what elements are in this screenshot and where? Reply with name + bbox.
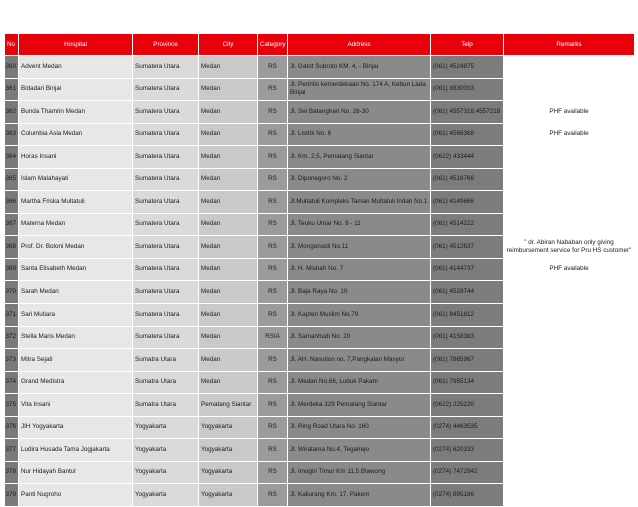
cell-remarks: " dr. Abiran Nababan only giving reimbursement service for Pru HS customer" [504,236,635,259]
cell-category: RS [258,371,288,394]
cell-no: 373 [5,349,19,372]
cell-hospital: JIH Yogyakarta [19,416,133,439]
cell-address: Jl. Imogiri Timur Km 11,5 Blawong [288,461,431,484]
cell-city: Medan [199,236,258,259]
cell-hospital: Islam Malahayati [19,168,133,191]
cell-no: 379 [5,484,19,507]
table-row [5,461,635,484]
cell-hospital: Ludira Husada Tama Jogjakarta [19,439,133,462]
cell-no: 367 [5,213,19,236]
cell-telp: (061) 4518766 [431,168,504,191]
cell-remarks: PHF available [504,258,635,281]
cell-address: Jl. Kapten Muslim No.79 [288,304,431,327]
cell-remarks [504,146,635,169]
cell-no: 370 [5,281,19,304]
table-row [5,168,635,191]
header-address: Address [288,34,431,56]
cell-address: Jl. Mongonsidi No.11 [288,236,431,259]
cell-telp: (061) 4144737 [431,258,504,281]
cell-province: Sumatera Utara [133,304,199,327]
cell-address: Jl. Diponegoro No. 2 [288,168,431,191]
cell-city: Medan [199,56,258,79]
table-row [5,258,635,281]
cell-city: Medan [199,371,258,394]
cell-hospital: Nur Hidayah Bantul [19,461,133,484]
cell-category: RS [258,281,288,304]
cell-remarks [504,168,635,191]
cell-no: 369 [5,258,19,281]
cell-hospital: Vita Insani [19,394,133,417]
cell-category: RS [258,394,288,417]
cell-city: Medan [199,78,258,101]
cell-city: Medan [199,123,258,146]
cell-category: RS [258,191,288,214]
cell-remarks [504,326,635,349]
cell-address: Jl. Perintis kemerdekaan No. 174 A, Kebun Lada Binjai [288,78,431,101]
table-row [5,123,635,146]
cell-category: RS [258,146,288,169]
cell-hospital: Materna Medan [19,213,133,236]
cell-address: Jl. H. Misbah No. 7 [288,258,431,281]
cell-address: Jl. Km. 2,5, Pematang Siantar [288,146,431,169]
hospital-table [4,33,635,507]
cell-remarks [504,371,635,394]
cell-no: 362 [5,101,19,124]
cell-telp: (0274) 4463535 [431,416,504,439]
cell-telp: (0274) 620333 [431,439,504,462]
cell-address: Jl. Wiratama No.4, Tegalrejo [288,439,431,462]
cell-no: 378 [5,461,19,484]
cell-address: Jl. Kaliurang Km. 17, Pakem [288,484,431,507]
cell-province: Yogyakarta [133,439,199,462]
cell-category: RS [258,101,288,124]
cell-province: Yogyakarta [133,416,199,439]
cell-province: Sumatra Utara [133,349,199,372]
cell-province: Sumatera Utara [133,326,199,349]
table-row [5,304,635,327]
cell-city: Medan [199,168,258,191]
header-hospital: Hospital [19,34,133,56]
cell-category: RSIA [258,326,288,349]
cell-hospital: Bunda Thamrin Medan [19,101,133,124]
cell-city: Medan [199,304,258,327]
cell-telp: (061) 8451812 [431,304,504,327]
cell-hospital: Bidadari Binjai [19,78,133,101]
table-row [5,281,635,304]
cell-no: 361 [5,78,19,101]
cell-no: 363 [5,123,19,146]
table-row [5,146,635,169]
cell-city: Medan [199,281,258,304]
cell-province: Sumatra Utara [133,371,199,394]
cell-telp: (0274) 895186 [431,484,504,507]
cell-province: Sumatera Utara [133,78,199,101]
cell-address: Jl. Medan No.66, Lubuk Pakam [288,371,431,394]
header-telp: Telp [431,34,504,56]
cell-remarks [504,56,635,79]
table-body [5,56,635,507]
cell-province: Sumatera Utara [133,168,199,191]
cell-category: RS [258,56,288,79]
cell-province: Sumatera Utara [133,146,199,169]
cell-telp: (061) 4524875 [431,56,504,79]
table-row [5,191,635,214]
table-row [5,416,635,439]
table-row [5,349,635,372]
table-row [5,236,635,259]
cell-address: Jl. Gatot Subroto KM. 4, - Binjai [288,56,431,79]
cell-remarks [504,213,635,236]
cell-province: Sumatera Utara [133,101,199,124]
cell-city: Medan [199,146,258,169]
cell-no: 376 [5,416,19,439]
cell-category: RS [258,123,288,146]
cell-remarks [504,439,635,462]
table-row [5,56,635,79]
cell-telp: (061) 8830003 [431,78,504,101]
cell-city: Yogyakarta [199,416,258,439]
cell-remarks: PHF available [504,123,635,146]
header-city: City [199,34,258,56]
cell-telp: (0622) 433444 [431,146,504,169]
cell-address: Jl.Multatuli Kompleks Taman Multatuli Indah No.1 [288,191,431,214]
table-row [5,326,635,349]
cell-category: RS [258,349,288,372]
cell-hospital: Stella Maris Medan [19,326,133,349]
cell-no: 365 [5,168,19,191]
header-category: Category [258,34,288,56]
cell-no: 360 [5,56,19,79]
cell-province: Sumatera Utara [133,258,199,281]
cell-province: Sumatera Utara [133,236,199,259]
cell-remarks [504,191,635,214]
cell-category: RS [258,236,288,259]
cell-hospital: Martha Friska Multatuli [19,191,133,214]
cell-city: Pematang Siantar [199,394,258,417]
table-row [5,484,635,507]
cell-no: 377 [5,439,19,462]
cell-no: 371 [5,304,19,327]
cell-hospital: Prof. Dr. Boloni Medan [19,236,133,259]
cell-city: Medan [199,191,258,214]
cell-address: Jl. Listrik No. 6 [288,123,431,146]
cell-category: RS [258,78,288,101]
table-row [5,439,635,462]
cell-hospital: Grand Medistra [19,371,133,394]
cell-hospital: Santa Elisabeth Medan [19,258,133,281]
cell-category: RS [258,304,288,327]
cell-category: RS [258,168,288,191]
cell-remarks [504,349,635,372]
header-province: Province [133,34,199,56]
cell-city: Medan [199,101,258,124]
cell-city: Medan [199,349,258,372]
cell-hospital: Horas Insani [19,146,133,169]
cell-telp: (0622) 225220 [431,394,504,417]
cell-no: 374 [5,371,19,394]
cell-province: Sumatera Utara [133,123,199,146]
cell-province: Sumatera Utara [133,191,199,214]
cell-province: Yogyakarta [133,484,199,507]
header-remarks: Remarks [504,34,635,56]
cell-address: Jl. AH. Nasution no. 7,Pangkalan Masyur [288,349,431,372]
cell-telp: (061) 4158383 [431,326,504,349]
cell-province: Sumatera Utara [133,56,199,79]
cell-remarks [504,304,635,327]
table-row [5,371,635,394]
cell-hospital: Columbia Asia Medan [19,123,133,146]
cell-address: Jl. Baja Raya No. 10 [288,281,431,304]
cell-telp: (061) 4514222 [431,213,504,236]
cell-province: Sumatra Utara [133,394,199,417]
cell-city: Medan [199,258,258,281]
cell-remarks [504,484,635,507]
table-row [5,394,635,417]
cell-telp: (061) 7865967 [431,349,504,372]
cell-hospital: Mitra Sejati [19,349,133,372]
cell-telp: (061) 4512637 [431,236,504,259]
cell-category: RS [258,439,288,462]
cell-telp: (061) 4528744 [431,281,504,304]
table-row [5,78,635,101]
cell-city: Yogyakarta [199,484,258,507]
cell-category: RS [258,461,288,484]
cell-hospital: Panti Nugroho [19,484,133,507]
table-header-row [5,34,635,56]
cell-remarks [504,394,635,417]
cell-remarks [504,281,635,304]
cell-hospital: Sarah Medan [19,281,133,304]
cell-hospital: Advent Medan [19,56,133,79]
cell-address: Jl. Sei Batanghari No. 28-30 [288,101,431,124]
cell-city: Medan [199,326,258,349]
header-no: No [5,34,19,56]
cell-remarks [504,78,635,101]
cell-no: 366 [5,191,19,214]
cell-remarks [504,416,635,439]
cell-telp: (061) 4149666 [431,191,504,214]
cell-address: Jl. Ring Road Utara No. 160 [288,416,431,439]
cell-address: Jl. Samanhudi No. 20 [288,326,431,349]
cell-city: Yogyakarta [199,461,258,484]
cell-category: RS [258,416,288,439]
cell-province: Sumatera Utara [133,281,199,304]
cell-telp: (061) 4566368 [431,123,504,146]
cell-category: RS [258,213,288,236]
cell-address: Jl. Teuku Umar No. 9 - 11 [288,213,431,236]
cell-no: 372 [5,326,19,349]
cell-remarks: PHF available [504,101,635,124]
table-row [5,213,635,236]
cell-city: Medan [199,213,258,236]
table-row [5,101,635,124]
cell-remarks [504,461,635,484]
cell-category: RS [258,258,288,281]
cell-no: 364 [5,146,19,169]
cell-hospital: Sari Mutiara [19,304,133,327]
cell-category: RS [258,484,288,507]
cell-telp: (061) 7955134 [431,371,504,394]
cell-telp: (061) 4557318,4557218 [431,101,504,124]
cell-no: 368 [5,236,19,259]
cell-city: Yogyakarta [199,439,258,462]
cell-province: Yogyakarta [133,461,199,484]
cell-address: Jl. Merdeka 329 Pematang Siantar [288,394,431,417]
cell-province: Sumatera Utara [133,213,199,236]
cell-telp: (0274) 7472942 [431,461,504,484]
cell-no: 375 [5,394,19,417]
